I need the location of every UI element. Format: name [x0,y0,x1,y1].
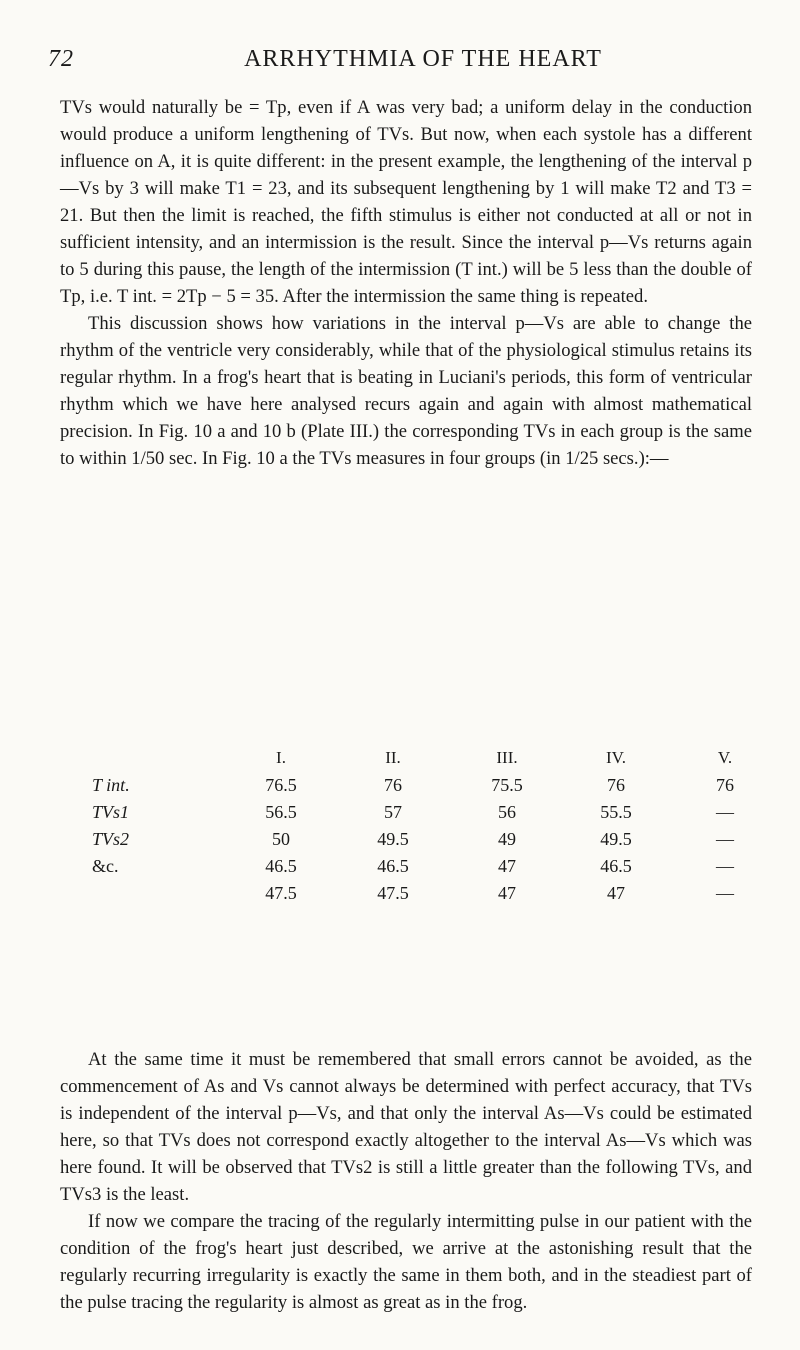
table-cell: 55.5 [600,802,632,822]
table-header-row [60,748,752,775]
table-cell: 49.5 [600,829,632,849]
table-cell: 46.5 [377,856,409,876]
column-header: II. [385,748,401,767]
table-cell: 76 [384,775,402,795]
table-cell: 47 [498,883,516,903]
table-row [60,856,752,883]
table-cell: 47.5 [377,883,409,903]
table-cell: 47 [607,883,625,903]
column-header: V. [717,748,733,767]
table-cell: 47 [498,856,516,876]
table-cell: 56 [498,802,516,822]
paragraph-2: This discussion shows how variations in the interval p—Vs are able to change the rhythm of the ventricle very considerably, while that of the physiological stimulus retains its regular rhythm. In a frog's heart that is beating in Luciani's periods, this form of ventricular rhythm which we have here analysed recurs again and again with almost mathematical precision. In Fig. 10 a and 10 b (Plate III.) the corresponding TVs in each group is the same to within 1/50 sec. In Fig. 10 a the TVs measures in four groups (in 1/25 secs.):— [60,313,752,469]
row-label: &c. [92,856,119,876]
paragraph-4: If now we compare the tracing of the regularly intermitting pulse in our patient with the condition of the frog's heart just described, we arrive at the astonishing result that the regularly recurring irregularity is exactly the same in them both, and in the steadiest part of the pulse tracing the regularity is almost as great as in the frog. [60,1211,752,1313]
table-cell: 46.5 [265,856,297,876]
paragraph-1: TVs would naturally be = Tp, even if A was very bad; a uniform delay in the conduction would produce a uniform lengthening of TVs. But now, when each systole has a different influence on A, it is quite different: in the present example, the lengthening of the interval p—Vs by 3 will make T1 = 23, and its subsequent lengthening by 1 will make T2 and T3 = 21. But then the limit is reached, the fifth stimulus is either not conducted at all or not in sufficient intensity, and an intermission is the result. Since the interval p—Vs returns again to 5 during this pause, the length of the intermission (T int.) will be 5 less than the double of Tp, i.e. T int. = 2Tp − 5 = 35. After the intermission the same thing is repeated. [60,97,752,307]
table-cell: — [716,856,734,876]
table-cell: 56.5 [265,802,297,822]
column-header: IV. [606,748,626,767]
table-cell: 57 [384,802,402,822]
body-text-bottom [60,1046,752,1316]
paragraph-3: At the same time it must be remembered that small errors cannot be avoided, as the commencement of As and Vs cannot always be determined with perfect accuracy, that TVs is independent of the interval p—Vs, and that only the interval As—Vs could be estimated here, so that TVs does not correspond exactly altogether to the interval As—Vs which was here found. It will be observed that TVs2 is still a little greater than the following TVs, and TVs3 is the least. [60,1049,752,1205]
table-row [60,802,752,829]
table-row [60,775,752,802]
column-header: I. [276,748,286,767]
row-label: TVs1 [92,802,130,822]
measurements-table [60,748,752,910]
body-text-top [60,94,752,472]
table-cell: — [716,883,734,903]
page-header [48,46,758,76]
running-title: ARRHYTHMIA OF THE HEART [244,46,602,72]
row-label: TVs2 [92,829,130,849]
table-cell: — [716,802,734,822]
table-row [60,883,752,910]
table-row [60,829,752,856]
table-cell: 49.5 [377,829,409,849]
table-cell: — [716,829,734,849]
table-cell: 75.5 [491,775,523,795]
row-label: T int. [92,775,130,795]
table-cell: 47.5 [265,883,297,903]
table-cell: 76 [716,775,734,795]
table-cell: 76.5 [265,775,297,795]
column-header: III. [496,748,518,767]
table-cell: 46.5 [600,856,632,876]
table-cell: 49 [498,829,516,849]
page-number: 72 [48,46,74,72]
table-cell: 76 [607,775,625,795]
table-cell: 50 [272,829,290,849]
